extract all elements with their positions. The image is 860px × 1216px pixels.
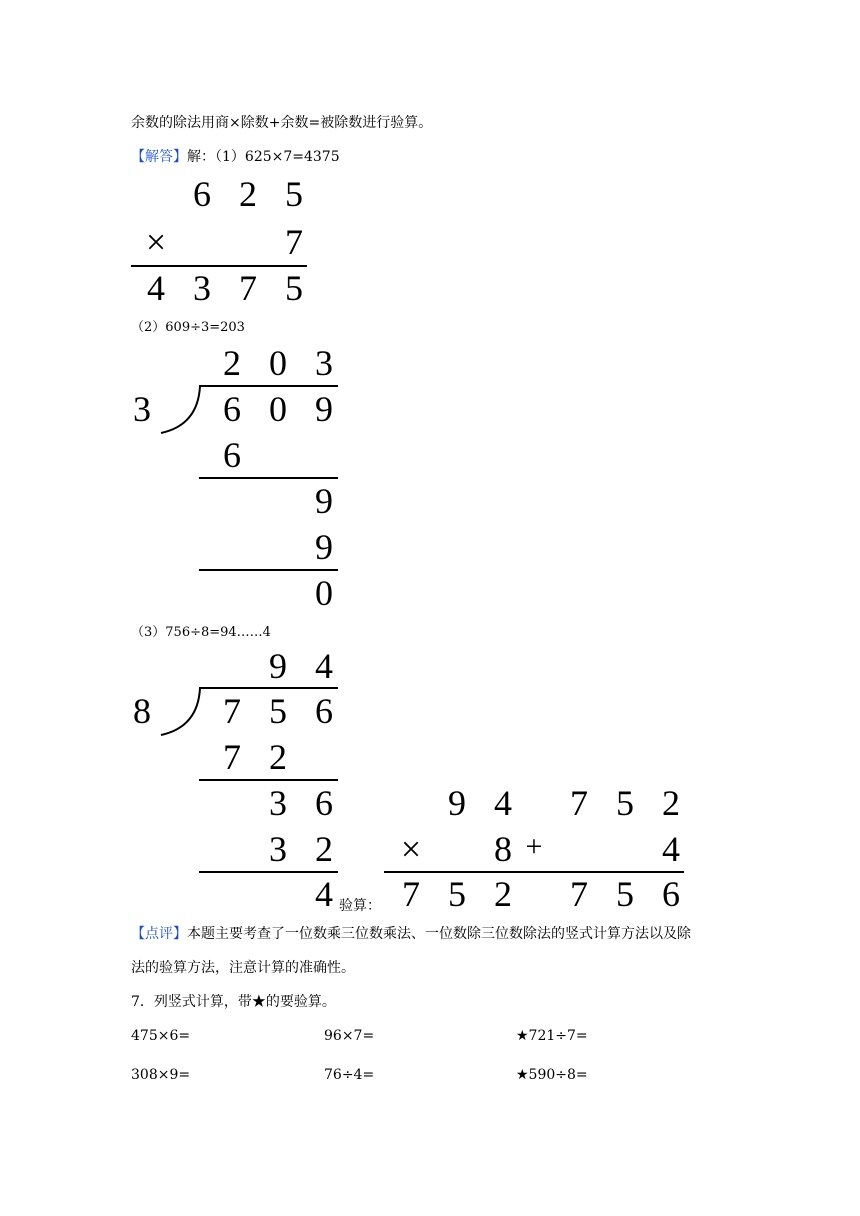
check-add-top-digit: 5 (616, 783, 634, 823)
answer-tag: 【解答】 (131, 149, 187, 165)
check-mult-result-digit: 5 (448, 874, 466, 914)
p3-top-rule (199, 687, 338, 689)
p1-multiplicand-digit: 2 (239, 174, 257, 214)
division-bracket-icon (158, 687, 202, 737)
division-bracket-icon (158, 385, 202, 435)
p2-rule-1 (199, 477, 338, 479)
p2-remainder: 0 (315, 573, 333, 613)
comment-line-1 (131, 923, 691, 943)
p2-top-rule (199, 385, 338, 387)
check-mult-result-digit: 7 (402, 874, 420, 914)
p3-step1-digit: 7 (223, 737, 241, 777)
p2-step3: 9 (315, 527, 333, 567)
p3-remainder: 4 (315, 874, 333, 914)
p2-dividend-digit: 6 (223, 389, 241, 429)
question-item: 308×9= (131, 1067, 191, 1083)
p1-product-digit: 3 (193, 268, 211, 308)
comment-text-1: 本题主要考查了一位数乘三位数乘法、一位数除三位数除法的竖式计算方法以及除 (187, 926, 691, 942)
p2-dividend-digit: 0 (269, 389, 287, 429)
p3-dividend-digit: 5 (269, 691, 287, 731)
p3-rule-2 (199, 871, 338, 873)
check-add-result-digit: 7 (570, 874, 588, 914)
p3-step2-digit: 3 (269, 783, 287, 823)
p2-quotient-digit: 2 (223, 343, 241, 383)
comment-tag: 【点评】 (131, 926, 187, 942)
check-add-result-digit: 6 (662, 874, 680, 914)
question-7-title: 7．列竖式计算，带★的要验算。 (131, 994, 336, 1010)
p3-step3-digit: 3 (269, 829, 287, 869)
p2-quotient-digit: 0 (269, 343, 287, 383)
p1-product-digit: 4 (147, 268, 165, 308)
p3-step1-digit: 2 (269, 737, 287, 777)
comment-line-2: 法的验算方法，注意计算的准确性。 (131, 960, 355, 976)
check-mult-bottom: 8 (494, 829, 512, 869)
check-rule (384, 871, 684, 873)
p3-quotient-digit: 9 (269, 646, 287, 686)
p3-dividend-digit: 6 (315, 691, 333, 731)
p2-step2: 9 (315, 481, 333, 521)
p3-step2-digit: 6 (315, 783, 333, 823)
p1-product-digit: 5 (285, 268, 303, 308)
p1-rule (131, 265, 307, 267)
check-add-result-digit: 5 (616, 874, 634, 914)
p1-product-digit: 7 (239, 268, 257, 308)
answer-header (131, 146, 340, 166)
p3-divisor: 8 (133, 691, 151, 731)
check-label: 验算： (339, 898, 381, 914)
intro-text: 余数的除法用商×除数+余数=被除数进行验算。 (131, 115, 433, 131)
p1-multiplier: 7 (285, 222, 303, 262)
p3-step3-digit: 2 (315, 829, 333, 869)
p2-dividend-digit: 9 (315, 389, 333, 429)
p1-multiplicand-digit: 6 (193, 174, 211, 214)
answer-lead: 解：（1）625×7=4375 (187, 149, 340, 165)
p2-label: （2）609÷3=203 (131, 320, 245, 335)
check-add-top-digit: 7 (570, 783, 588, 823)
check-times-sign: × (400, 829, 422, 869)
p1-times-sign: × (145, 222, 167, 262)
p2-divisor: 3 (133, 389, 151, 429)
question-item: ★721÷7= (516, 1028, 588, 1044)
question-item: ★590÷8= (516, 1067, 588, 1083)
check-add-top-digit: 2 (662, 783, 680, 823)
check-mult-top-digit: 9 (448, 783, 466, 823)
question-item: 96×7= (324, 1028, 375, 1044)
check-add-bottom: 4 (662, 829, 680, 869)
p1-multiplicand-digit: 5 (285, 174, 303, 214)
p3-quotient-digit: 4 (315, 646, 333, 686)
p3-rule-1 (199, 779, 338, 781)
p3-dividend-digit: 7 (223, 691, 241, 731)
question-item: 475×6= (131, 1028, 191, 1044)
question-item: 76÷4= (324, 1067, 375, 1083)
check-mult-top-digit: 4 (494, 783, 512, 823)
p3-label: （3）756÷8=94……4 (131, 625, 271, 640)
p2-quotient-digit: 3 (315, 343, 333, 383)
check-mult-result-digit: 2 (494, 874, 512, 914)
p2-rule-2 (199, 569, 338, 571)
p2-step1: 6 (223, 435, 241, 475)
check-plus-sign: + (525, 830, 543, 863)
